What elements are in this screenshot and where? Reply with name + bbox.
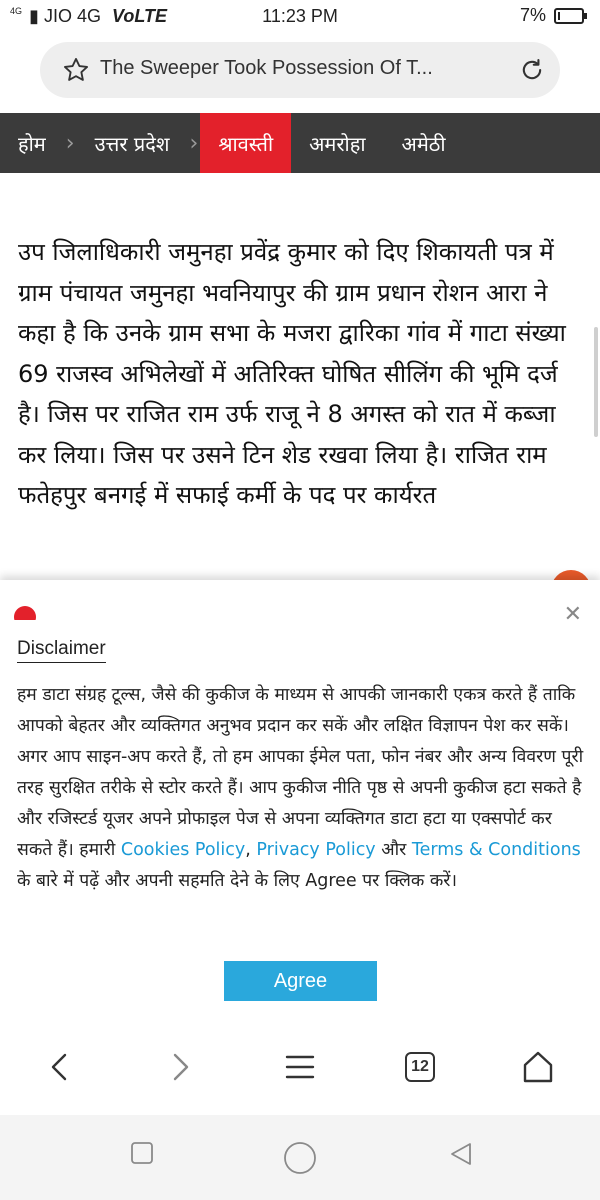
- browser-toolbar: [0, 1015, 600, 1115]
- disclaimer-body-part2: के बारे में पढ़ें और अपनी सहमति देने के लिए Agree पर क्लिक करें।: [17, 871, 458, 891]
- cookie-disclaimer: [0, 620, 600, 1015]
- back-triangle-icon: [448, 1141, 474, 1167]
- nav-item-shravasti[interactable]: श्रावस्ती: [200, 113, 291, 173]
- carrier-name: JIO 4G: [43, 6, 101, 26]
- privacy-policy-link[interactable]: Privacy Policy: [256, 840, 376, 860]
- home-button[interactable]: [518, 1047, 558, 1087]
- disclaimer-and: और: [375, 840, 412, 860]
- article-body: उप जिलाधिकारी जमुनहा प्रवेंद्र कुमार को दिए शिकायती पत्र में ग्राम पंचायत जमुनहा भवनियापुर की ग्राम प्रधान रोशन आरा ने कहा है कि उनके ग्राम सभा के मजरा द्वारिका गांव में गाटा संख्या 69 राजस्व अभिलेखों में अतिरिक्त घोषित सीलिंग की भूमि दर्ज है। जिस पर राजित राम उर्फ राजू ने 8 अगस्त को रात में कब्जा कर लिया। जिस पर उसने टिन शेड रखवा लिया है। राजित राम फतेहपुर बनगई में सफाई कर्मी के पद पर कार्यरत: [18, 238, 566, 509]
- nav-item-amroha[interactable]: अमरोहा: [309, 131, 366, 156]
- back-button[interactable]: [40, 1047, 80, 1087]
- system-back-button[interactable]: [448, 1141, 474, 1171]
- disclaimer-heading: Disclaimer: [17, 638, 106, 663]
- menu-icon: [285, 1054, 315, 1080]
- site-logo-icon: [14, 606, 36, 620]
- nav-item-home[interactable]: होम: [18, 131, 46, 156]
- volte-label: VoLTE: [111, 6, 167, 26]
- nav-item-uttar-pradesh[interactable]: उत्तर प्रदेश: [94, 131, 170, 156]
- network-type-label: 4G: [10, 6, 23, 16]
- recents-button[interactable]: [130, 1141, 154, 1169]
- notification-banner: [0, 580, 600, 620]
- disclaimer-body-part1: हम डाटा संग्रह टूल्स, जैसे की कुकीज के माध्यम से आपकी जानकारी एकत्र करते हैं ताकि आपको बेहतर और व्यक्तिगत अनुभव प्रदान कर सकें और लक्षित विज्ञापन पेश कर सकें। अगर आप साइन-अप करते हैं, तो हम आपका ईमेल पता, फोन नंबर और अन्य विवरण पूरी तरह सुरक्षित तरीके से स्टोर करते हैं। आप कुकीज नीति पृष्ठ से अपनी कुकीज हटा सकते है और रजिस्टर्ड यूजर अपने प्रोफाइल पेज से अपना व्यक्तिगत डाटा हटा या एक्सपोर्ट कर सकते हैं। हमारी: [17, 685, 584, 860]
- system-navigation: [0, 1115, 600, 1200]
- reload-icon[interactable]: [518, 56, 546, 84]
- signal-icon: ▮: [29, 6, 39, 26]
- menu-button[interactable]: [280, 1047, 320, 1087]
- disclaimer-comma: ,: [245, 840, 257, 860]
- agree-button[interactable]: Agree: [224, 961, 377, 1001]
- disclaimer-text: [17, 680, 587, 897]
- tabs-count: 12: [405, 1052, 435, 1082]
- recents-icon: [130, 1141, 154, 1165]
- terms-conditions-link[interactable]: Terms & Conditions: [411, 840, 581, 860]
- nav-item-amethi[interactable]: अमेठी: [401, 131, 446, 156]
- chevron-right-icon: ›: [189, 130, 199, 156]
- battery-percent: 7%: [519, 5, 546, 25]
- back-icon: [48, 1052, 72, 1082]
- address-bar[interactable]: [40, 42, 560, 98]
- star-icon[interactable]: [62, 56, 90, 84]
- chevron-right-icon: ›: [65, 130, 75, 156]
- page-title[interactable]: The Sweeper Took Possession Of T...: [100, 57, 433, 79]
- battery-icon: [554, 8, 584, 24]
- scrollbar[interactable]: [594, 327, 598, 437]
- battery-status: [520, 5, 584, 26]
- cookies-policy-link[interactable]: Cookies Policy: [120, 840, 246, 860]
- home-icon: [521, 1050, 555, 1084]
- clock: 11:23 PM: [262, 6, 338, 26]
- forward-button[interactable]: [160, 1047, 200, 1087]
- close-icon[interactable]: ✕: [563, 602, 582, 620]
- status-bar: [0, 0, 600, 34]
- system-home-button[interactable]: [283, 1141, 317, 1179]
- home-circle-icon: [283, 1141, 317, 1175]
- category-nav: [0, 113, 600, 173]
- forward-icon: [168, 1052, 192, 1082]
- tabs-button[interactable]: [400, 1047, 440, 1087]
